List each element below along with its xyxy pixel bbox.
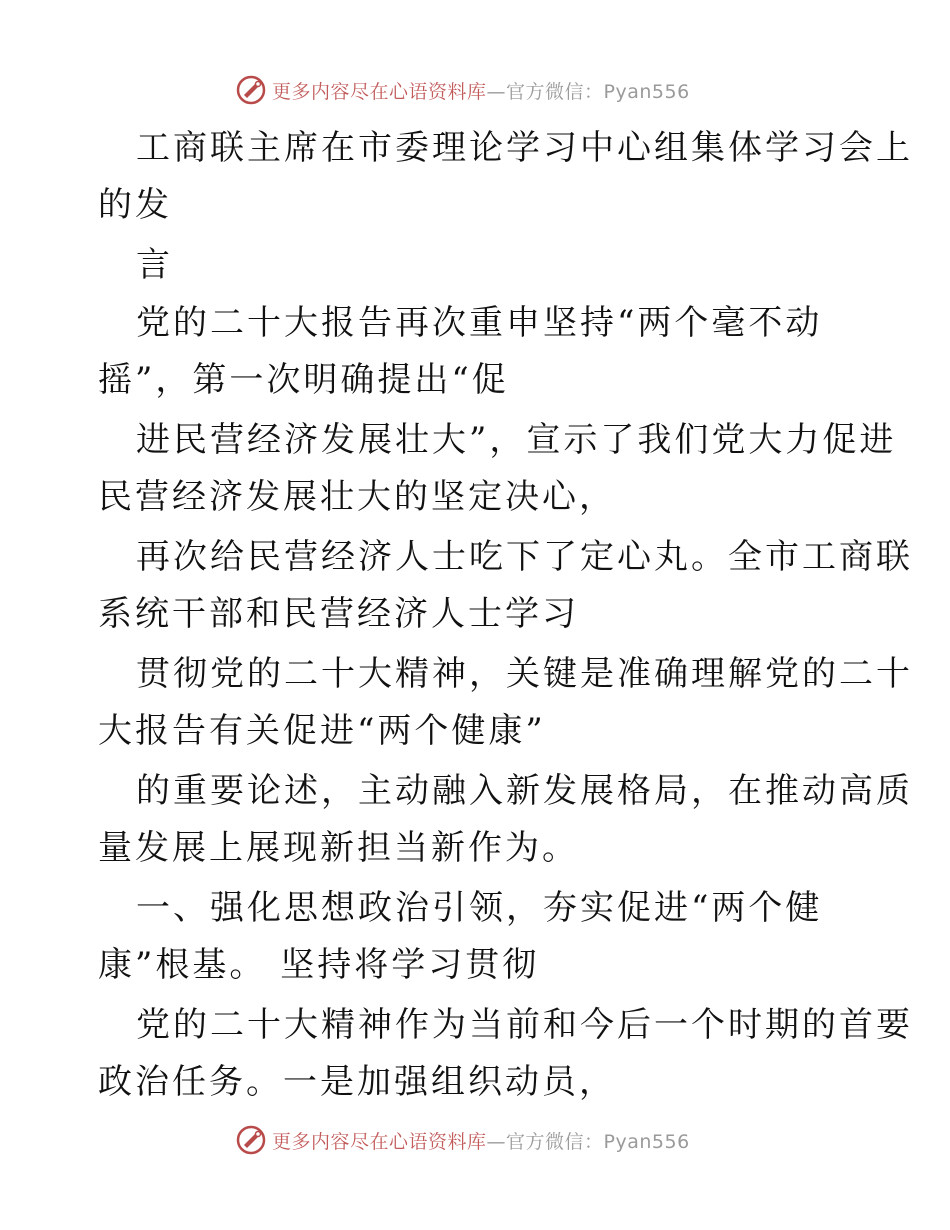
text-line: 量发展上展现新担当新作为。 (98, 828, 579, 868)
text-line: 的发 (98, 185, 172, 225)
header-watermark (236, 72, 690, 108)
watermark-brand-text: 更多内容尽在心语资料库 (272, 1130, 487, 1153)
watermark-contact-text: —官方微信：Pyan556 (486, 1130, 690, 1153)
text-line: 党的二十大报告再次重申坚持“两个毫不动 (136, 303, 823, 343)
text-line: 系统干部和民营经济人士学习 (98, 594, 579, 634)
text-line: 一、强化思想政治引领，夯实促进“两个健 (136, 888, 823, 928)
text-line: 工商联主席在市委理论学习中心组集体学习会上 (136, 128, 913, 168)
text-line: 进民营经济发展壮大”，宣示了我们党大力促进 (136, 420, 897, 460)
text-line: 的重要论述，主动融入新发展格局，在推动高质 (136, 771, 913, 811)
text-line: 康”根基。 坚持将学习贯彻 (98, 945, 540, 985)
text-line: 贯彻党的二十大精神，关键是准确理解党的二十 (136, 654, 913, 694)
text-line: 大报告有关促进“两个健康” (98, 711, 546, 751)
watermark-contact-text: —官方微信：Pyan556 (486, 80, 690, 103)
watermark-brand-text: 更多内容尽在心语资料库 (272, 80, 487, 103)
brush-seal-icon (236, 75, 266, 105)
brush-seal-icon (236, 1125, 266, 1155)
text-line: 摇”，第一次明确提出“促 (98, 360, 509, 400)
text-line: 再次给民营经济人士吃下了定心丸。全市工商联 (136, 537, 913, 577)
footer-watermark (236, 1122, 690, 1158)
text-line: 党的二十大精神作为当前和今后一个时期的首要 (136, 1005, 913, 1045)
text-line: 言 (136, 245, 173, 285)
text-line: 民营经济发展壮大的坚定决心， (98, 477, 616, 517)
text-line: 政治任务。一是加强组织动员， (98, 1062, 616, 1102)
